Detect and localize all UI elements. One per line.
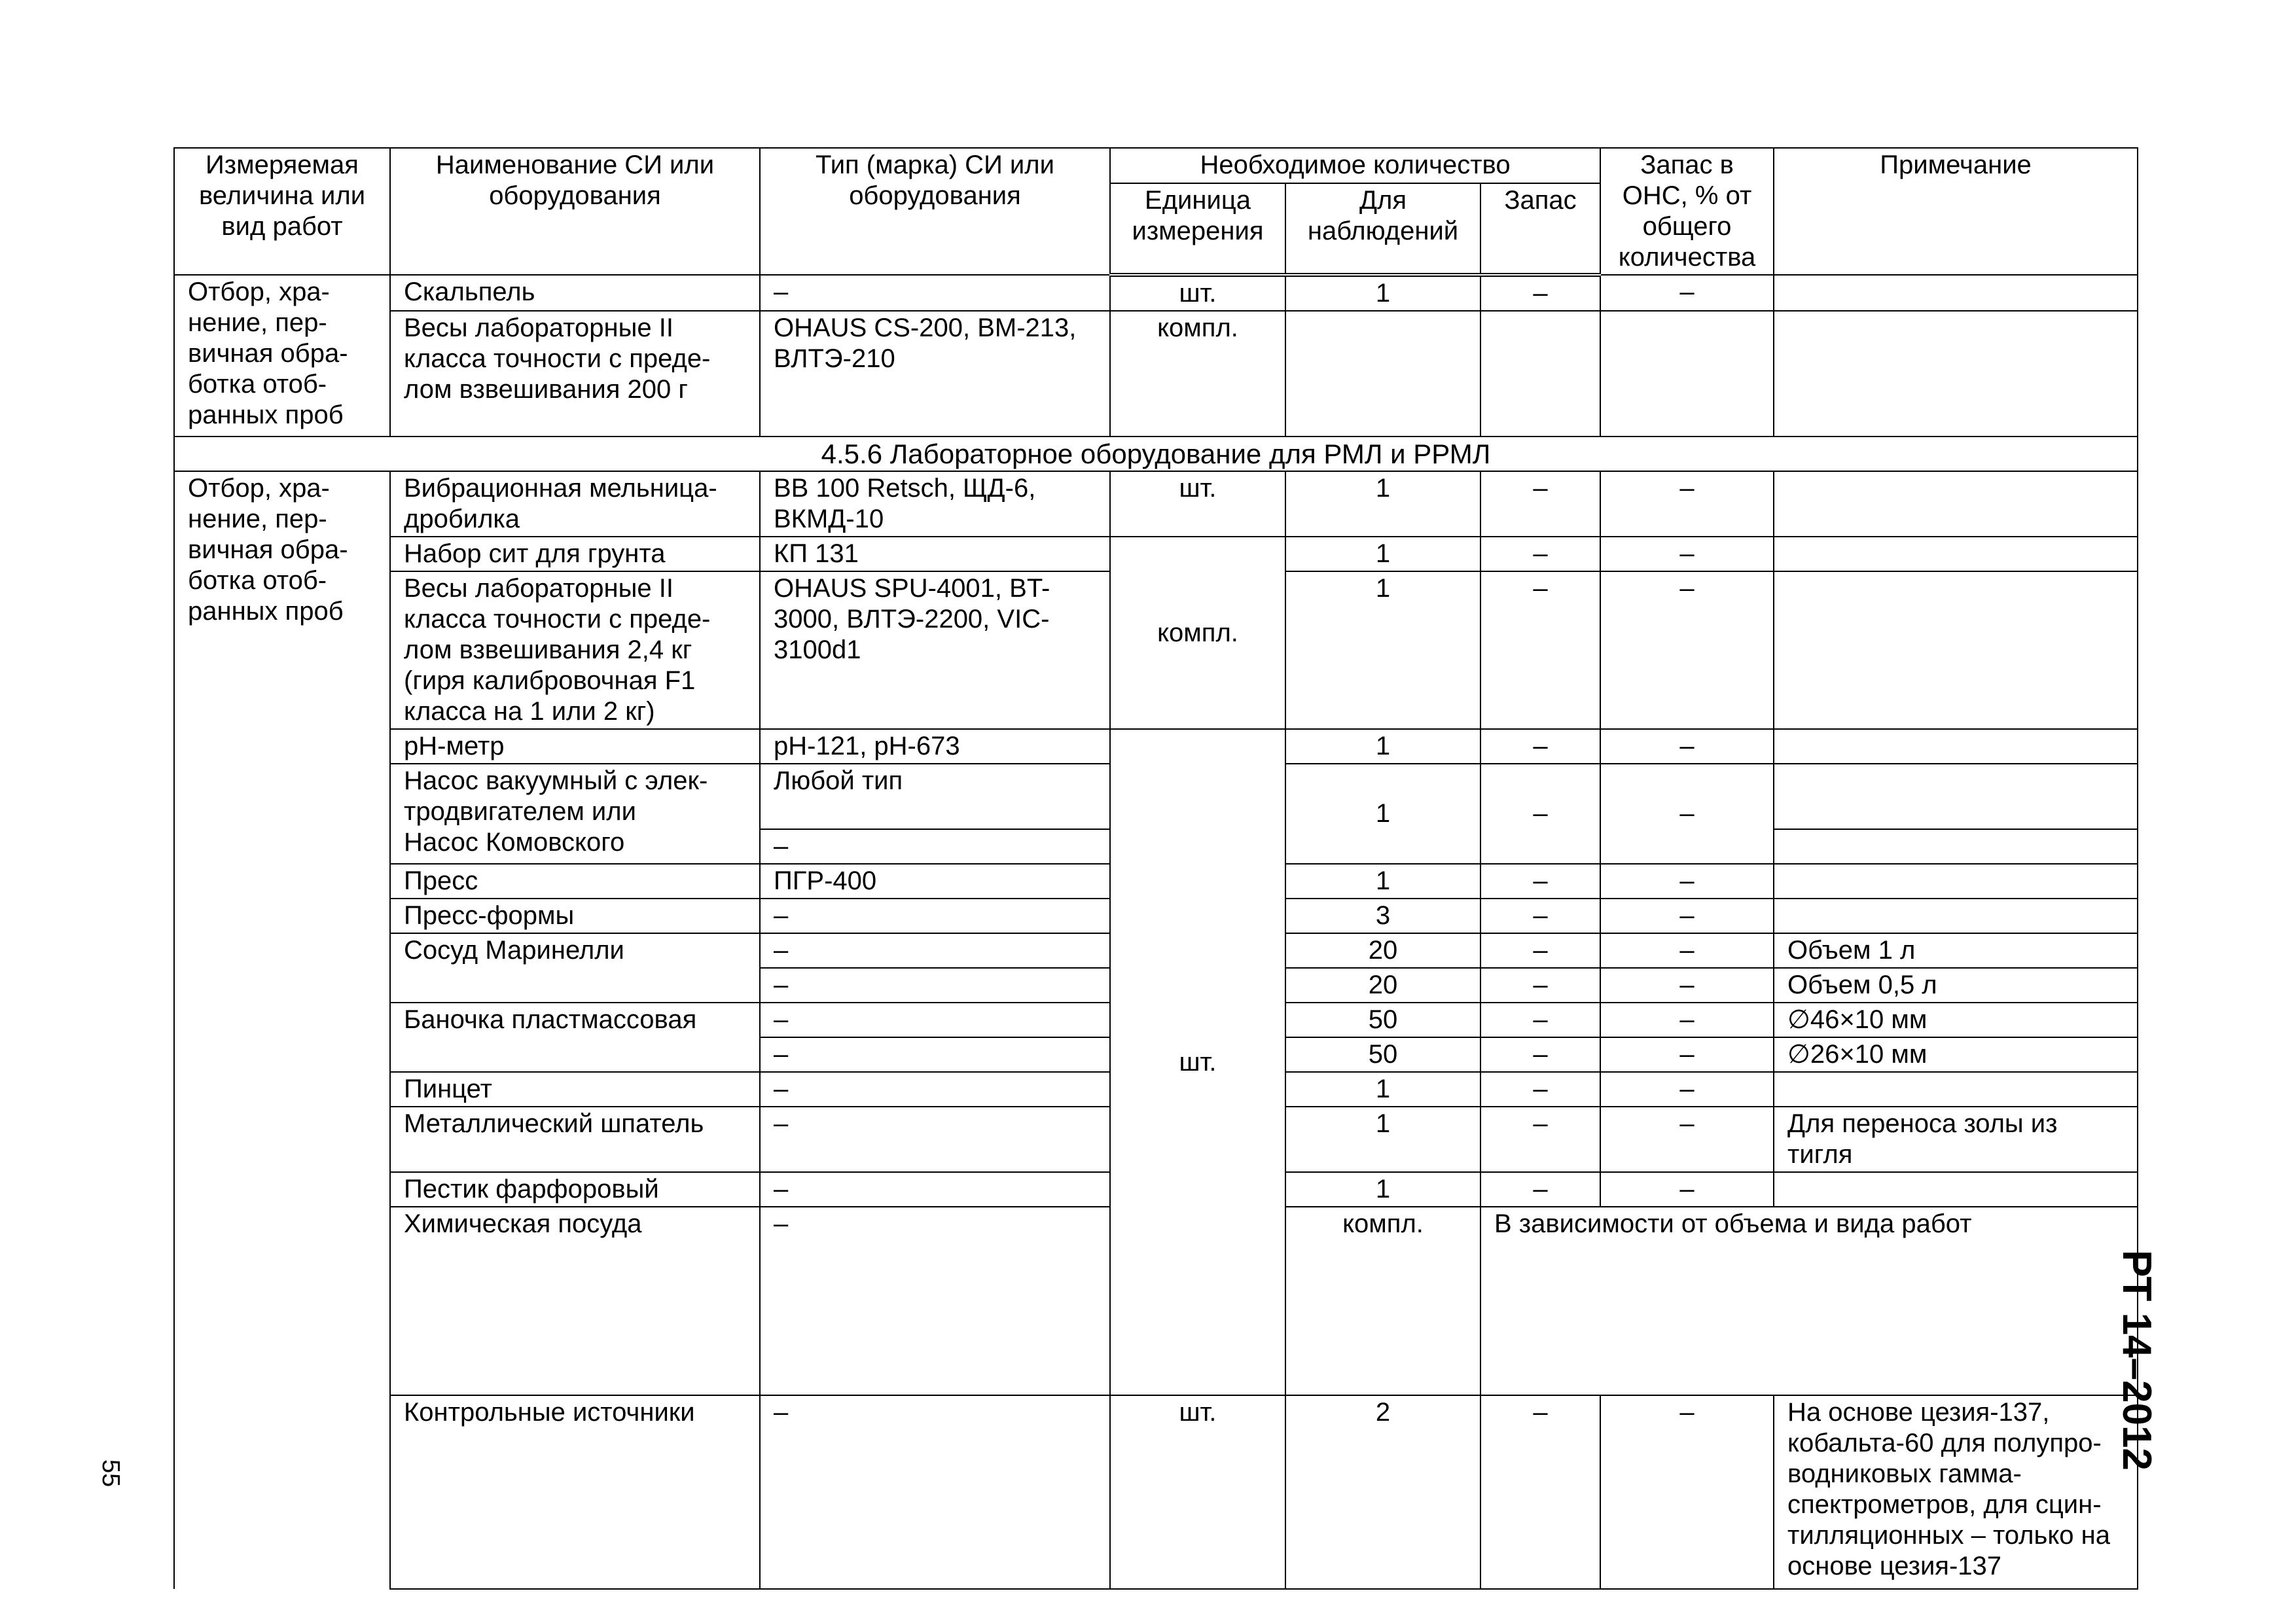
equipment-name-cell: Скальпель (390, 275, 760, 311)
equipment-name-cell: Пестик фарфоровый (390, 1172, 760, 1207)
observations-cell: В зависимости от объема и вида работ (1480, 1207, 2138, 1395)
observations-cell: 20 (1285, 933, 1480, 968)
observations-cell: 1 (1285, 1107, 1480, 1172)
observations-cell: 3 (1285, 899, 1480, 933)
komovsky-pump-name: Насос Комовского (404, 828, 625, 857)
equipment-type-cell: Любой тип (760, 764, 1110, 829)
note-cell (1774, 275, 2138, 311)
reserve-cell: – (1480, 1072, 1600, 1107)
ons-cell: – (1600, 933, 1774, 968)
note-cell: ∅46×10 мм (1774, 1003, 2138, 1037)
page-number: 55 (97, 1459, 124, 1488)
unit-cell: шт. (1110, 471, 1285, 537)
ons-cell: – (1600, 968, 1774, 1003)
equipment-name-cell: Весы лабораторные II класса точности с преде-лом взвешивания 2,4 кг (гиря калибровочная F1 класса на 1 или 2 кг) (390, 571, 760, 729)
header-equipment-name: Наименование СИ или оборудования (390, 148, 760, 275)
equipment-type-cell: – (760, 1207, 1110, 1395)
equipment-name-cell: Металлический шпатель (390, 1107, 760, 1172)
reserve-cell: – (1480, 1172, 1600, 1207)
ons-cell: – (1600, 899, 1774, 933)
equipment-name-cell: Вибрационная мельница-дробилка (390, 471, 760, 537)
reserve-cell: – (1480, 1107, 1600, 1172)
reserve-cell: – (1480, 471, 1600, 537)
ons-cell (1600, 311, 1774, 437)
reserve-cell: – (1480, 571, 1600, 729)
reserve-cell: – (1480, 968, 1600, 1003)
observations-cell: 2 (1285, 1395, 1480, 1589)
note-cell: На основе цезия-137, кобальта-60 для полупро-водниковых гамма-спектрометров, для сцин-тилляционных – только на основе цезия-137 (1774, 1395, 2138, 1589)
measured-quantity-continuation (174, 729, 390, 1589)
ons-cell: – (1600, 537, 1774, 571)
reserve-cell: – (1480, 275, 1600, 311)
equipment-type-cell: – (760, 1172, 1110, 1207)
observations-cell: 1 (1285, 1172, 1480, 1207)
section-heading: 4.5.6 Лабораторное оборудование для РМЛ и РРМЛ (174, 437, 2138, 471)
pump-name: Насос вакуумный с элек-тродвигателем или (404, 766, 708, 826)
ons-cell: – (1600, 864, 1774, 899)
section-heading-row (174, 437, 2138, 471)
header-for-observations: Для наблюдений (1285, 183, 1480, 275)
note-cell (1774, 764, 2138, 829)
note-cell (1774, 311, 2138, 437)
equipment-type-cell: рН-121, рН-673 (760, 729, 1110, 764)
equipment-type-cell: OHAUS CS-200, BM-213, ВЛТЭ-210 (760, 311, 1110, 437)
unit-cell: компл. (1110, 311, 1285, 437)
header-required-quantity: Необходимое количество (1110, 148, 1600, 183)
ons-cell: – (1600, 471, 1774, 537)
header-ons-reserve: Запас в ОНС, % от общего количества (1600, 148, 1774, 275)
equipment-type-cell: – (760, 1395, 1110, 1589)
observations-cell: 20 (1285, 968, 1480, 1003)
document-code: РТ 14–2012 (2114, 1250, 2159, 1471)
header-equipment-type: Тип (марка) СИ или оборудования (760, 148, 1110, 275)
ons-cell: – (1600, 1172, 1774, 1207)
equipment-name-cell (390, 764, 760, 864)
note-cell (1774, 1172, 2138, 1207)
unit-cell: шт. (1110, 275, 1285, 311)
ons-cell: – (1600, 1003, 1774, 1037)
reserve-cell: – (1480, 1037, 1600, 1072)
observations-cell: 50 (1285, 1037, 1480, 1072)
equipment-type-cell: – (760, 968, 1110, 1003)
table-row (174, 729, 2138, 764)
observations-cell: 1 (1285, 764, 1480, 864)
equipment-type-cell: OHAUS SPU-4001, BT-3000, ВЛТЭ-2200, VIC-3100d1 (760, 571, 1110, 729)
note-cell (1774, 729, 2138, 764)
observations-cell: 1 (1285, 571, 1480, 729)
equipment-name-cell: рН-метр (390, 729, 760, 764)
reserve-cell: – (1480, 933, 1600, 968)
reserve-cell (1480, 311, 1600, 437)
note-cell: Объем 0,5 л (1774, 968, 2138, 1003)
equipment-type-cell: – (760, 1072, 1110, 1107)
ons-cell: – (1600, 1107, 1774, 1172)
observations-cell: 1 (1285, 864, 1480, 899)
note-cell (1774, 864, 2138, 899)
note-cell (1774, 571, 2138, 729)
ons-cell: – (1600, 729, 1774, 764)
reserve-cell: – (1480, 764, 1600, 864)
observations-cell: 1 (1285, 729, 1480, 764)
reserve-cell: – (1480, 729, 1600, 764)
table-row (174, 471, 2138, 537)
reserve-cell: – (1480, 864, 1600, 899)
table-row (174, 311, 2138, 437)
ons-cell: – (1600, 571, 1774, 729)
observations-cell (1285, 311, 1480, 437)
equipment-name-cell: Весы лабораторные II класса точности с преде-лом взвешивания 200 г (390, 311, 760, 437)
unit-cell: шт. (1110, 729, 1285, 1395)
equipment-name-cell: Сосуд Маринелли (390, 933, 760, 1003)
equipment-type-cell: – (760, 1003, 1110, 1037)
equipment-type-cell: КП 131 (760, 537, 1110, 571)
note-cell (1774, 829, 2138, 864)
note-cell: Для переноса золы из тигля (1774, 1107, 2138, 1172)
reserve-cell: – (1480, 899, 1600, 933)
observations-cell: 1 (1285, 275, 1480, 311)
measured-quantity-cell: Отбор, хра-нение, пер-вичная обра-ботка отоб-ранных проб (174, 275, 390, 437)
equipment-type-cell: – (760, 899, 1110, 933)
header-reserve: Запас (1480, 183, 1600, 275)
note-cell: ∅26×10 мм (1774, 1037, 2138, 1072)
note-cell: Объем 1 л (1774, 933, 2138, 968)
unit-cell: компл. (1110, 537, 1285, 729)
equipment-type-cell: – (760, 829, 1110, 864)
reserve-cell: – (1480, 1395, 1600, 1589)
equipment-name-cell: Пресс (390, 864, 760, 899)
measured-quantity-cell: Отбор, хра-нение, пер-вичная обра-ботка отоб-ранных проб (174, 471, 390, 729)
equipment-name-cell: Баночка пластмассовая (390, 1003, 760, 1072)
ons-cell: – (1600, 1072, 1774, 1107)
observations-cell: 1 (1285, 471, 1480, 537)
unit-cell: компл. (1285, 1207, 1480, 1395)
equipment-type-cell: – (760, 1037, 1110, 1072)
ons-cell: – (1600, 1395, 1774, 1589)
equipment-name-cell: Набор сит для грунта (390, 537, 760, 571)
note-cell (1774, 471, 2138, 537)
ons-cell: – (1600, 275, 1774, 311)
table-row (174, 275, 2138, 311)
equipment-type-cell: – (760, 933, 1110, 968)
header-unit: Единица измерения (1110, 183, 1285, 275)
note-cell (1774, 1072, 2138, 1107)
header-measured-quantity: Измеряемая величина или вид работ (174, 148, 390, 275)
equipment-table (173, 147, 2138, 1590)
unit-cell: шт. (1110, 1395, 1285, 1589)
equipment-type-cell: BB 100 Retsch, ЩД-6, ВКМД-10 (760, 471, 1110, 537)
note-cell (1774, 537, 2138, 571)
note-cell (1774, 899, 2138, 933)
reserve-cell: – (1480, 1003, 1600, 1037)
equipment-type-cell: – (760, 1107, 1110, 1172)
ons-cell: – (1600, 764, 1774, 864)
observations-cell: 1 (1285, 1072, 1480, 1107)
equipment-name-cell: Пресс-формы (390, 899, 760, 933)
equipment-name-cell: Химическая посуда (390, 1207, 760, 1395)
equipment-type-cell: ПГР-400 (760, 864, 1110, 899)
header-note: Примечание (1774, 148, 2138, 275)
equipment-name-cell: Контрольные источники (390, 1395, 760, 1589)
equipment-name-cell: Пинцет (390, 1072, 760, 1107)
ons-cell: – (1600, 1037, 1774, 1072)
equipment-type-cell: – (760, 275, 1110, 311)
table-row (174, 1395, 2138, 1589)
observations-cell: 50 (1285, 1003, 1480, 1037)
observations-cell: 1 (1285, 537, 1480, 571)
table-row (174, 537, 2138, 571)
reserve-cell: – (1480, 537, 1600, 571)
